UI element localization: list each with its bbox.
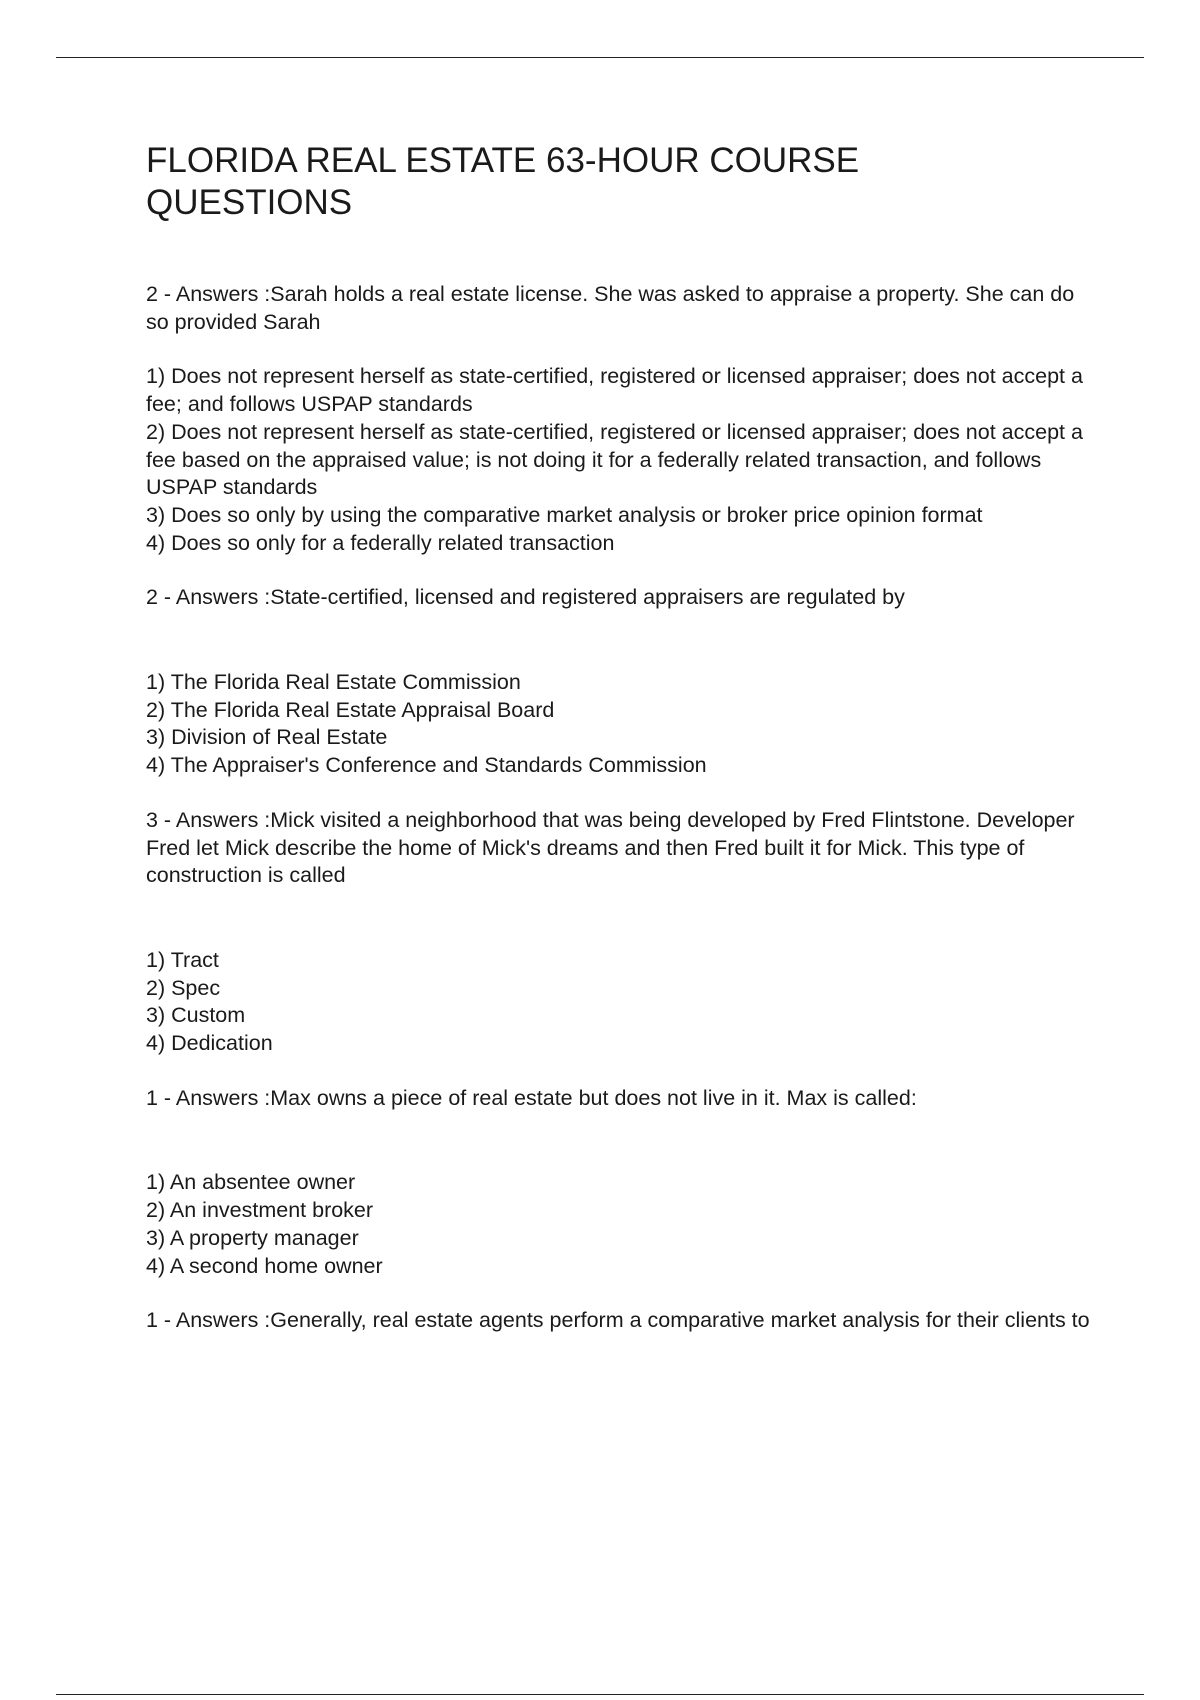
top-divider: [56, 57, 1144, 58]
question-stem: 2 - Answers :Sarah holds a real estate license. She was asked to appraise a property. She can do so provided Sarah: [146, 282, 1075, 334]
question-5: [146, 1307, 1096, 1335]
answer-options: [146, 669, 1096, 780]
question-stem: 1 - Answers :Generally, real estate agents perform a comparative market analysis for their clients to: [146, 1308, 1090, 1333]
title-line-1: FLORIDA REAL ESTATE 63-HOUR COURSE: [146, 141, 860, 180]
question-stem: 2 - Answers :State-certified, licensed and registered appraisers are regulated by: [146, 585, 905, 610]
answer-option: 1) Does not represent herself as state-certified, registered or licensed appraiser; does not accept a fee; and follows USPAP standards: [146, 364, 1083, 417]
question-1: [146, 281, 1096, 557]
answer-option: 1) Tract: [146, 947, 219, 972]
answer-option: 2) Does not represent herself as state-certified, registered or licensed appraiser; does not accept a fee based on the appraised value; is not doing it for a federally related transaction, and follows USPAP standards: [146, 419, 1083, 500]
answer-option: 3) A property manager: [146, 1225, 359, 1250]
question-3: [146, 807, 1096, 1058]
answer-option: 4) A second home owner: [146, 1253, 383, 1278]
answer-option: 3) Custom: [146, 1003, 246, 1028]
document-title: [146, 140, 1096, 224]
answer-option: 1) The Florida Real Estate Commission: [146, 670, 521, 695]
document-body: [146, 140, 1096, 1335]
answer-option: 2) Spec: [146, 975, 221, 1000]
answer-option: 3) Division of Real Estate: [146, 725, 388, 750]
question-stem: 3 - Answers :Mick visited a neighborhood that was being developed by Fred Flintstone. Developer Fred let Mick describe the home of Mick's dreams and then Fred built it for Mick. This type of construction is called: [146, 807, 1075, 888]
answer-option: 4) Does so only for a federally related transaction: [146, 530, 615, 555]
bottom-divider: [56, 1694, 1144, 1695]
answer-option: 2) An investment broker: [146, 1198, 374, 1223]
question-stem: 1 - Answers :Max owns a piece of real estate but does not live in it. Max is called:: [146, 1085, 917, 1110]
answer-options: [146, 1169, 1096, 1280]
answer-option: 3) Does so only by using the comparative market analysis or broker price opinion format: [146, 502, 983, 527]
answer-option: 2) The Florida Real Estate Appraisal Board: [146, 697, 555, 722]
title-line-2: QUESTIONS: [146, 183, 353, 222]
answer-option: 4) The Appraiser's Conference and Standards Commission: [146, 753, 707, 778]
question-2: [146, 584, 1096, 780]
answer-options: [146, 363, 1096, 557]
answer-option: 4) Dedication: [146, 1031, 273, 1056]
answer-options: [146, 947, 1096, 1058]
answer-option: 1) An absentee owner: [146, 1170, 356, 1195]
question-4: [146, 1085, 1096, 1281]
